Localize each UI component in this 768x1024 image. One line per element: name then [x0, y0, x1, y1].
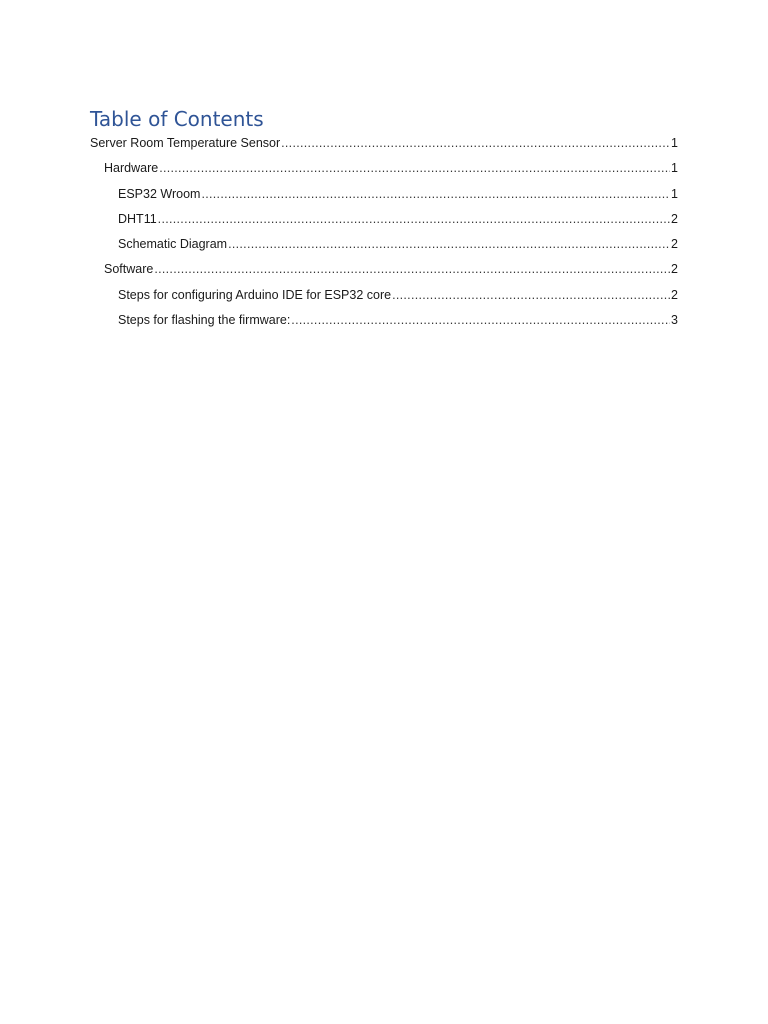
toc-entry-title: Software [104, 262, 154, 277]
toc-dot-leader [281, 131, 670, 156]
toc-entry-title: Server Room Temperature Sensor [90, 136, 281, 150]
toc-entry-title: Hardware [104, 161, 159, 176]
toc-dot-leader [154, 257, 670, 282]
toc-entry-title: Steps for configuring Arduino IDE for ESP32 core [118, 287, 392, 302]
toc-page-number: 2 [671, 287, 678, 302]
toc-page-number: 2 [671, 211, 678, 226]
toc-entry-dht11[interactable] [90, 207, 678, 232]
toc-dot-leader [392, 283, 670, 308]
toc-page-number: 1 [671, 161, 678, 176]
toc-page-number: 3 [671, 313, 678, 328]
toc-entry-server-room-temperature-sensor[interactable] [90, 131, 678, 156]
toc-dot-leader [291, 308, 670, 333]
toc-page-number: 2 [671, 237, 678, 252]
toc-entry-arduino-ide-config[interactable] [90, 283, 678, 308]
toc-entry-esp32-wroom[interactable] [90, 182, 678, 207]
toc-entry-hardware[interactable] [90, 156, 678, 181]
toc-entry-title: Schematic Diagram [118, 237, 228, 252]
toc-page-number: 1 [671, 136, 678, 150]
toc-dot-leader [159, 156, 670, 181]
toc-entry-title: DHT11 [118, 211, 157, 226]
toc-dot-leader [228, 232, 670, 257]
toc-entry-software[interactable] [90, 257, 678, 282]
toc-entry-schematic-diagram[interactable] [90, 232, 678, 257]
toc-page-number: 2 [671, 262, 678, 277]
toc-entry-flashing-firmware[interactable] [90, 308, 678, 333]
toc-dot-leader [158, 207, 670, 232]
toc-entry-title: Steps for flashing the firmware: [118, 313, 291, 328]
toc-dot-leader [201, 182, 670, 207]
toc-entry-title: ESP32 Wroom [118, 186, 201, 201]
toc-page-number: 1 [671, 186, 678, 201]
toc-heading: Table of Contents [90, 107, 264, 131]
toc-list [90, 131, 678, 333]
